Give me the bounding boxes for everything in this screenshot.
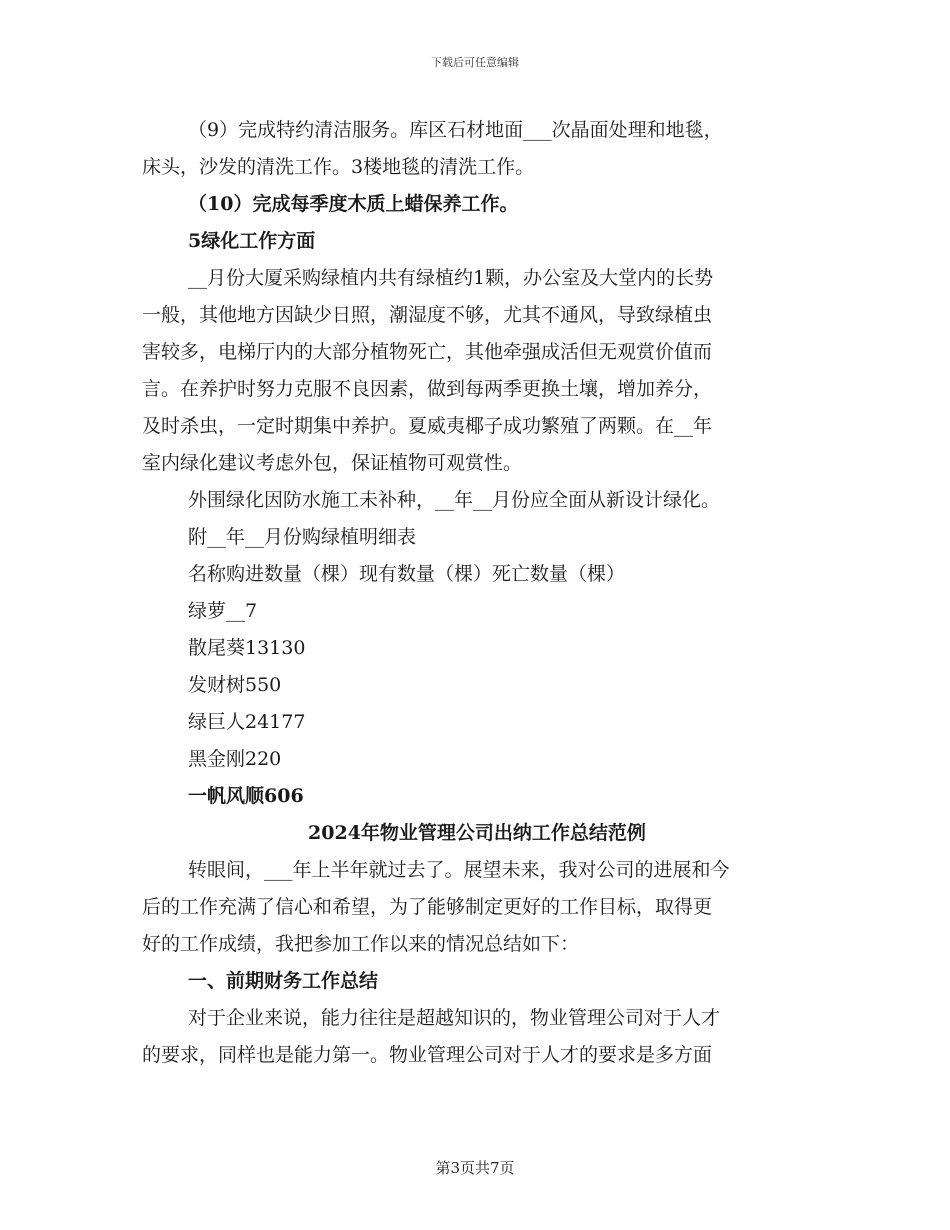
text-line: 绿萝__7 [188,600,258,622]
text-line: 附__年__月份购绿植明细表 [188,526,417,548]
document-body [142,112,812,1074]
text-line: 转眼间，___年上半年就过去了。展望未来，我对公司的进展和今 [188,859,730,881]
text-line: （9）完成特约清洁服务。库区石材地面___次晶面处理和地毯， [188,119,723,141]
text-line: 对于企业来说，能力往往是超越知识的，物业管理公司对于人才 [188,1007,721,1029]
page-footer: 第3页共7页 [435,1159,515,1177]
text-line: 好的工作成绩，我把参加工作以来的情况总结如下： [142,933,580,955]
text-line: （10）完成每季度木质上蜡保养工作。 [188,193,519,215]
text-line: 后的工作充满了信心和希望，为了能够制定更好的工作目标，取得更 [142,896,713,918]
text-line: 一帆风顺606 [188,785,304,807]
section-title: 2024年物业管理公司出纳工作总结范例 [308,822,646,844]
text-line: 室内绿化建议考虑外包，保证植物可观赏性。 [142,452,523,474]
text-line: 害较多，电梯厅内的大部分植物死亡，其他牵强成活但无观赏价值而 [142,341,713,363]
text-line: 外围绿化因防水施工未补种，__年__月份应全面从新设计绿化。 [188,489,721,511]
text-line: 5绿化工作方面 [188,230,316,252]
text-line: 发财树550 [188,674,282,696]
text-line: 绿巨人24177 [188,711,306,733]
text-line: 言。在养护时努力克服不良因素，做到每两季更换土壤，增加养分， [142,378,713,400]
text-line: 散尾葵13130 [188,637,306,659]
page-header: 下载后可任意编辑 [431,56,519,69]
text-line: 一、前期财务工作总结 [188,970,379,992]
text-line: __月份大厦采购绿植内共有绿植约1颗，办公室及大堂内的长势 [188,267,714,289]
text-line: 及时杀虫，一定时期集中养护。夏威夷椰子成功繁殖了两颗。在__年 [142,415,713,437]
text-line: 一般，其他地方因缺少日照，潮湿度不够，尤其不通风，导致绿植虫 [142,304,713,326]
text-line: 床头，沙发的清洗工作。3楼地毯的清洗工作。 [142,156,535,178]
text-line: 的要求，同样也是能力第一。物业管理公司对于人才的要求是多方面 [142,1044,713,1066]
text-line: 名称购进数量（棵）现有数量（棵）死亡数量（棵） [188,563,626,585]
text-line: 黑金刚220 [188,748,282,770]
